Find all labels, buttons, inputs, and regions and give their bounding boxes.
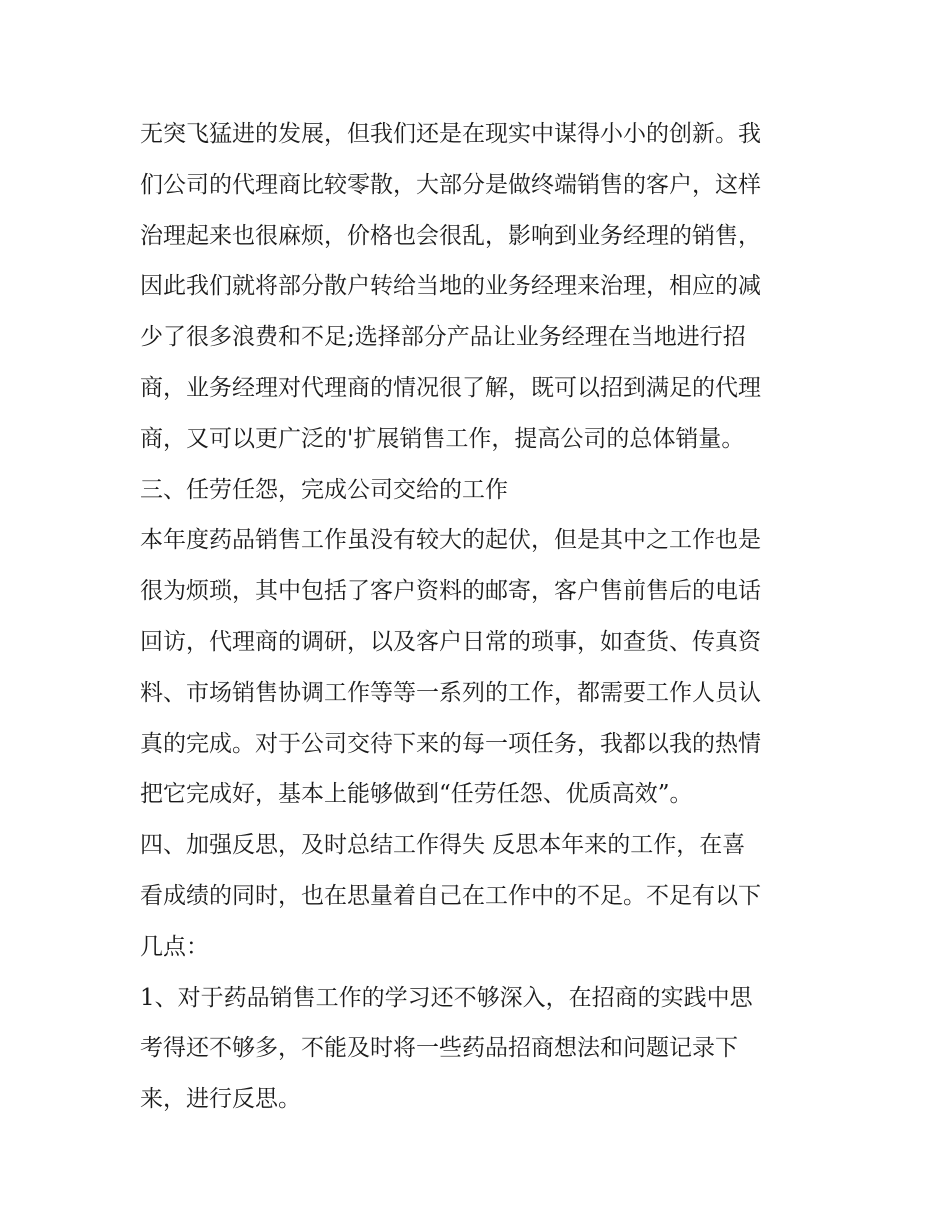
text-line: 来，进行反思。 xyxy=(140,1086,301,1113)
text-line: 很为烦琐，其中包括了客户资料的邮寄，客户售前售后的电话 xyxy=(140,578,761,605)
text-line: 真的完成。对于公司交待下来的每一项任务，我都以我的热情 xyxy=(140,730,761,757)
text-line: 无突飞猛进的发展，但我们还是在现实中谋得小小的创新。我 xyxy=(140,121,761,147)
text-line: 考得还不够多，不能及时将一些药品招商想法和问题记录下 xyxy=(140,1035,738,1062)
text-line: 回访，代理商的调研，以及客户日常的琐事，如查货、传真资 xyxy=(140,628,761,655)
text-line: 看成绩的同时，也在思量着自己在工作中的不足。不足有以下 xyxy=(140,882,761,909)
document-body xyxy=(140,109,820,1125)
text-line: 商，业务经理对代理商的情况很了解，既可以招到满足的代理 xyxy=(140,374,761,401)
text-line: 治理起来也很麻烦，价格也会很乱，影响到业务经理的销售， xyxy=(140,222,761,249)
text-line: 把它完成好，基本上能够做到“任劳任怨、优质高效”。 xyxy=(140,781,693,808)
list-item-1: 1、对于药品销售工作的学习还不够深入，在招商的实践中思 xyxy=(140,984,753,1011)
text-line: 料、市场销售协调工作等等一系列的工作，都需要工作人员认 xyxy=(140,679,761,706)
text-line: 们公司的代理商比较零散，大部分是做终端销售的客户，这样 xyxy=(140,171,761,198)
section-heading-3: 三、任劳任怨，完成公司交给的工作 xyxy=(140,476,508,503)
text-line: 几点： xyxy=(140,933,209,960)
section-heading-4: 四、加强反思，及时总结工作得失 反思本年来的工作，在喜 xyxy=(140,832,746,859)
text-line: 商，又可以更广泛的'扩展销售工作，提高公司的总体销量。 xyxy=(140,425,745,452)
text-line: 少了很多浪费和不足;选择部分产品让业务经理在当地进行招 xyxy=(140,324,746,351)
text-line: 因此我们就将部分散户转给当地的业务经理来治理，相应的减 xyxy=(140,273,761,300)
text-line: 本年度药品销售工作虽没有较大的起伏，但是其中之工作也是 xyxy=(140,527,761,554)
